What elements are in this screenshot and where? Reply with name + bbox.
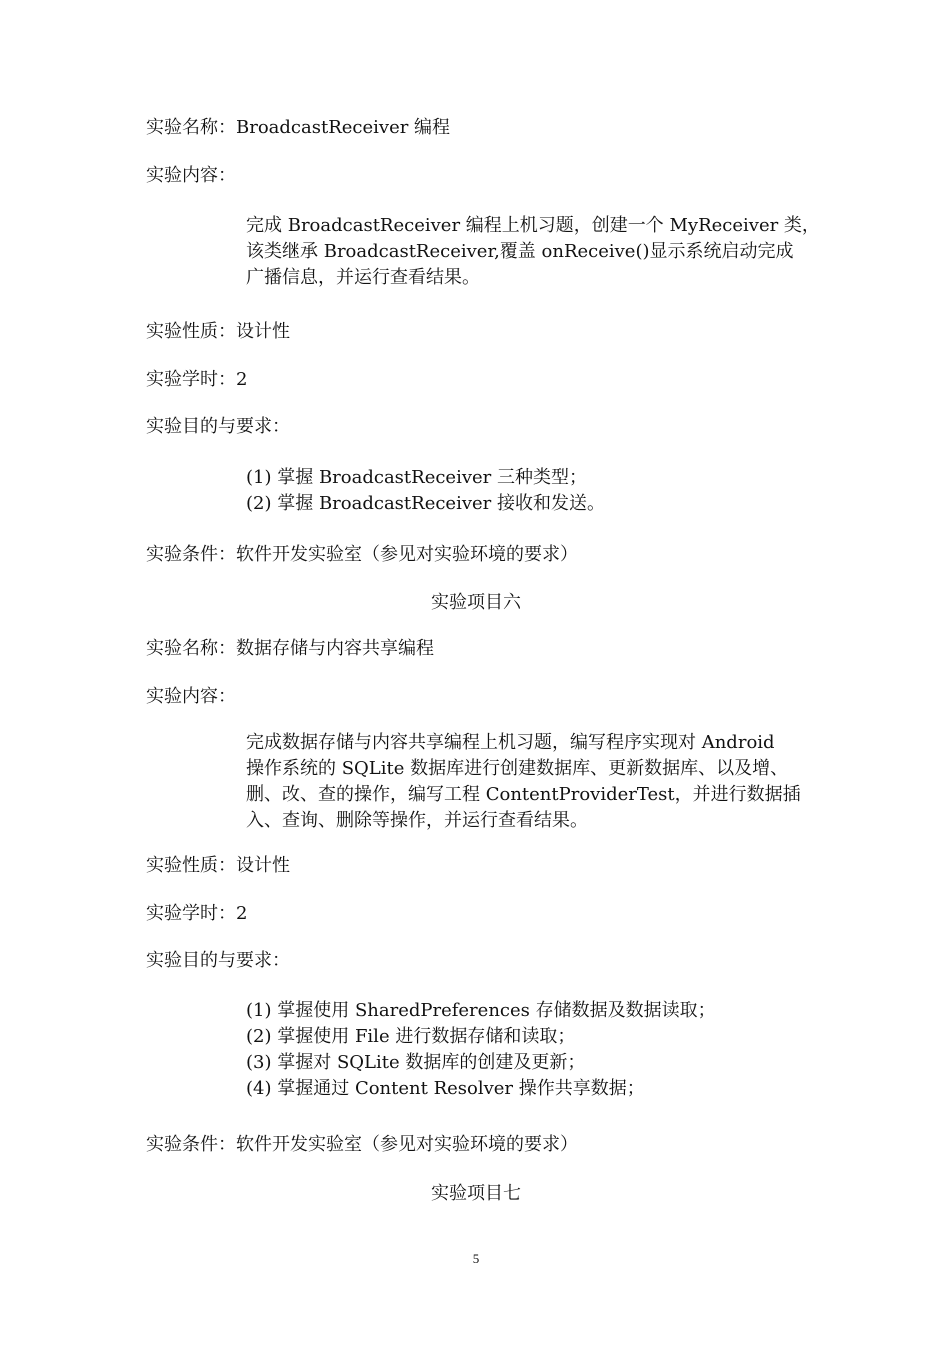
experiment-nature: 实验性质：设计性 — [146, 321, 290, 342]
experiment-conditions: 实验条件：软件开发实验室（参见对实验环境的要求） — [146, 1134, 578, 1155]
content-line: 入、查询、删除等操作，并运行查看结果。 — [246, 810, 588, 831]
content-paragraph — [246, 730, 816, 834]
experiment-name: 实验名称：数据存储与内容共享编程 — [146, 638, 434, 659]
goal-item: (2) 掌握使用 File 进行数据存储和读取； — [246, 1026, 576, 1047]
goal-item: (2) 掌握 BroadcastReceiver 接收和发送。 — [246, 493, 605, 514]
goal-item: (1) 掌握使用 SharedPreferences 存储数据及数据读取； — [246, 1000, 716, 1021]
experiment-name: 实验名称：BroadcastReceiver 编程 — [146, 117, 451, 138]
goals-list — [246, 465, 816, 517]
content-label: 实验内容： — [146, 686, 236, 707]
content-line: 该类继承 BroadcastReceiver,覆盖 onReceive()显示系统启动完成 — [246, 241, 794, 262]
content-line: 删、改、查的操作，编写工程 ContentProviderTest，并进行数据插 — [246, 784, 801, 805]
content-line: 完成 BroadcastReceiver 编程上机习题，创建一个 MyReceiver 类， — [246, 215, 820, 236]
section-heading: 实验项目七 — [431, 1183, 521, 1204]
goals-list — [246, 998, 816, 1102]
section-heading: 实验项目六 — [431, 592, 521, 613]
goals-label: 实验目的与要求： — [146, 950, 290, 971]
content-line: 广播信息，并运行查看结果。 — [246, 267, 480, 288]
experiment-nature: 实验性质：设计性 — [146, 855, 290, 876]
experiment-hours: 实验学时：2 — [146, 903, 248, 924]
goal-item: (3) 掌握对 SQLite 数据库的创建及更新； — [246, 1052, 586, 1073]
experiment-hours: 实验学时：2 — [146, 369, 248, 390]
experiment-conditions: 实验条件：软件开发实验室（参见对实验环境的要求） — [146, 544, 578, 565]
content-paragraph — [246, 213, 820, 291]
goal-item: (1) 掌握 BroadcastReceiver 三种类型； — [246, 467, 587, 488]
content-line: 操作系统的 SQLite 数据库进行创建数据库、更新数据库、以及增、 — [246, 758, 789, 779]
page-number: 5 — [472, 1251, 480, 1266]
goal-item: (4) 掌握通过 Content Resolver 操作共享数据； — [246, 1078, 645, 1099]
goals-label: 实验目的与要求： — [146, 416, 290, 437]
content-label: 实验内容： — [146, 165, 236, 186]
content-line: 完成数据存储与内容共享编程上机习题，编写程序实现对 Android — [246, 732, 775, 753]
